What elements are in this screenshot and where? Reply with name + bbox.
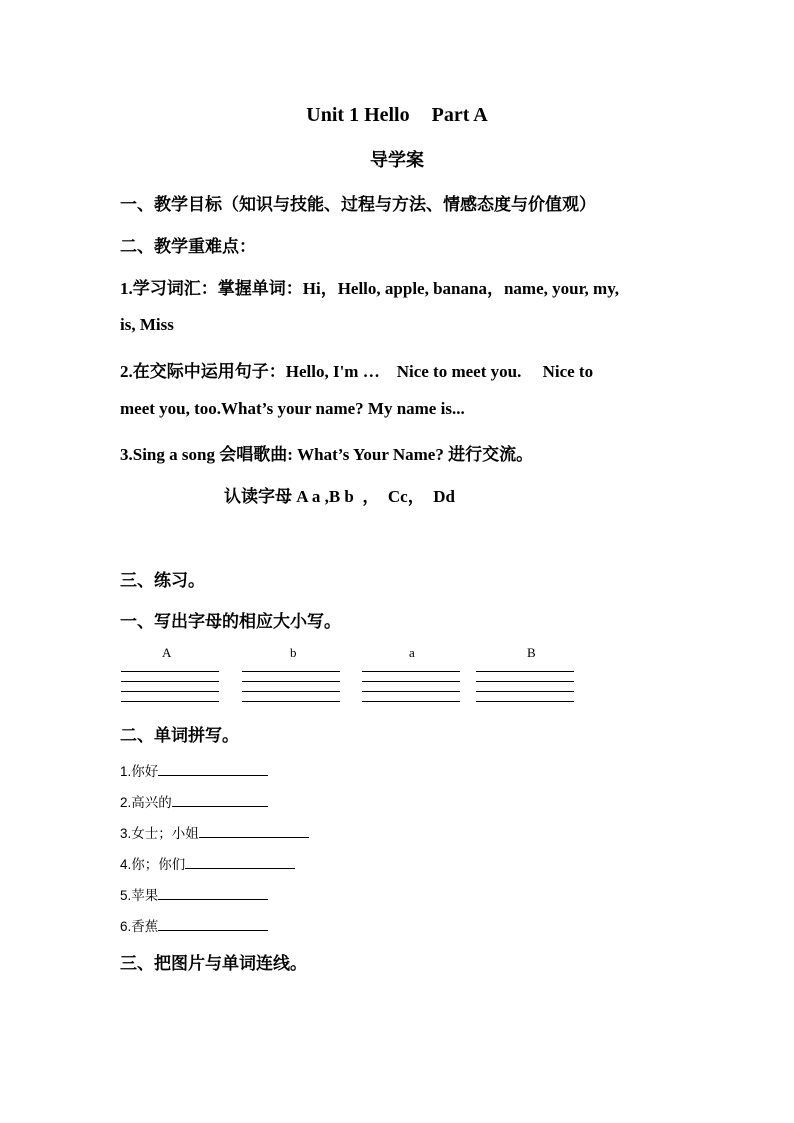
answer-blank[interactable] [158, 916, 268, 931]
spelling-label: 5.苹果 [120, 888, 159, 903]
spelling-item-4 [120, 853, 295, 873]
title-unit: Unit 1 Hello [306, 104, 410, 126]
answer-blank[interactable] [172, 792, 268, 807]
spelling-item-1 [120, 760, 268, 780]
exercise3-heading: 三、把图片与单词连线。 [120, 954, 307, 973]
writing-lines-3[interactable] [362, 671, 460, 711]
point2-line2: meet you, too.What’s your name? My name is... [120, 399, 465, 418]
objectives-heading: 一、教学目标（知识与技能、过程与方法、情感态度与价值观） [120, 195, 596, 214]
practice-heading: 三、练习。 [120, 571, 205, 590]
spelling-item-6 [120, 915, 268, 935]
answer-blank[interactable] [158, 761, 268, 776]
spelling-label: 2.高兴的 [120, 795, 172, 810]
spelling-item-2 [120, 791, 268, 811]
answer-blank[interactable] [158, 885, 268, 900]
writing-lines-2[interactable] [242, 671, 340, 711]
title-part: Part A [431, 104, 488, 126]
letter-prompt-1: A [162, 645, 172, 660]
answer-blank[interactable] [185, 854, 295, 869]
spelling-label: 4.你；你们 [120, 857, 186, 872]
spelling-label: 6.香蕉 [120, 919, 159, 934]
writing-lines-1[interactable] [121, 671, 219, 711]
letter-prompt-3: a [409, 645, 415, 660]
exercise2-heading: 二、单词拼写。 [120, 726, 239, 745]
point1-line2: is, Miss [120, 315, 174, 334]
point3-line: 3.Sing a song 会唱歌曲: What’s Your Name? 进行交流。 [120, 445, 534, 464]
page-subtitle: 导学案 [370, 150, 424, 170]
letter-prompt-4: B [527, 645, 536, 660]
spelling-item-3 [120, 822, 309, 842]
point1-line1: 1.学习词汇：掌握单词：Hi，Hello, apple, banana，name, your, my, [120, 279, 620, 298]
letters-read-line: 认读字母 A a ,B b ， Cc， Dd [224, 487, 455, 506]
page-title [0, 104, 794, 127]
spelling-label: 1.你好 [120, 764, 159, 779]
key-points-heading: 二、教学重难点： [120, 237, 256, 256]
writing-lines-4[interactable] [476, 671, 574, 711]
letter-prompt-2: b [290, 645, 297, 660]
spelling-item-5 [120, 884, 268, 904]
answer-blank[interactable] [199, 823, 309, 838]
exercise1-heading: 一、写出字母的相应大小写。 [120, 612, 341, 631]
point2-line1: 2.在交际中运用句子：Hello, I'm … Nice to meet you. Nice to [120, 362, 594, 381]
spelling-label: 3.女士；小姐 [120, 826, 199, 841]
